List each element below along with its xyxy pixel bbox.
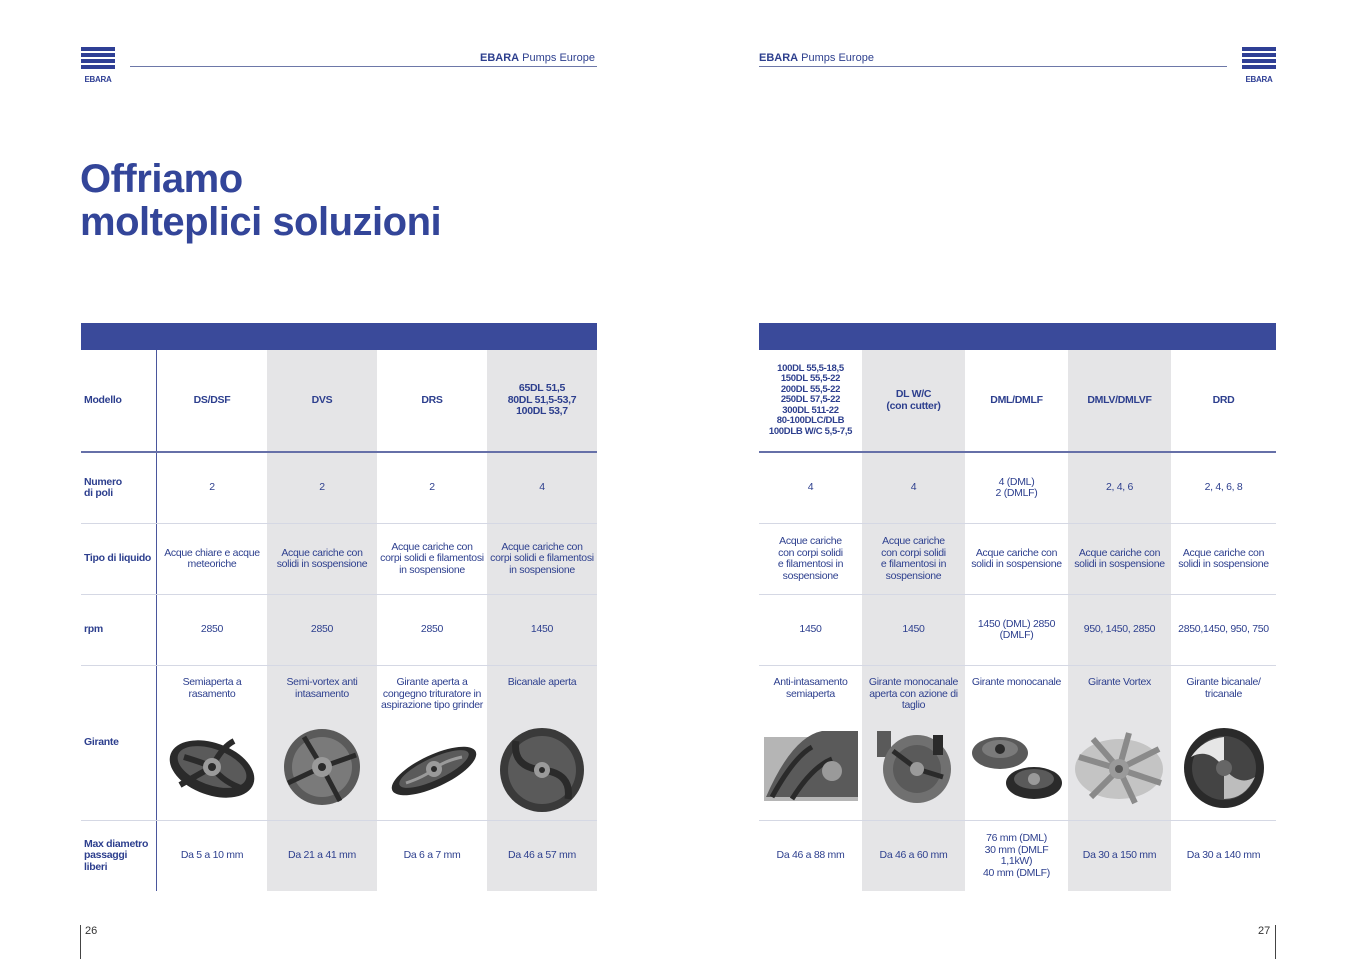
impeller-row (759, 666, 1276, 821)
impeller-type: Anti-intasamento semiaperta (773, 676, 848, 700)
max-cell: Da 30 a 140 mm (1186, 849, 1261, 862)
rpm-cell: 1450 (862, 595, 965, 665)
single-channel-impeller-icon (968, 715, 1066, 811)
poles-cell: 4 (487, 453, 597, 523)
impeller-type: Semiaperta a rasamento (182, 676, 242, 700)
impeller-cell (1171, 666, 1276, 820)
impeller-cell (965, 666, 1068, 820)
row-label: Modello (81, 350, 157, 451)
semi-open-impeller-icon (164, 715, 260, 809)
grinder-impeller-icon (384, 715, 480, 809)
impeller-type: Girante Vortex (1088, 676, 1151, 688)
model-cell: 65DL 51,5 80DL 51,5-53,7 100DL 53,7 (487, 350, 597, 451)
liquid-cell: Acque cariche con solidi in sospensione (971, 546, 1062, 570)
max-cell: 76 mm (DML) 30 mm (DMLF 1,1kW) 40 mm (DMLF) (983, 832, 1050, 879)
product-table-right (759, 323, 1276, 891)
poles-cell: 2, 4, 6, 8 (1204, 481, 1243, 494)
row-label: rpm (81, 595, 157, 665)
page-number-left: 26 (85, 925, 98, 937)
row-label: Numero di poli (81, 453, 157, 523)
impeller-type: Girante monocanale (971, 676, 1062, 688)
liquid-cell: Acque cariche con solidi in sospensione (267, 524, 377, 594)
logo-text: EBARA (84, 75, 112, 84)
page-number-rule (1275, 925, 1276, 959)
max-cell: Da 21 a 41 mm (267, 821, 377, 891)
model-cell: DRD (1212, 393, 1235, 406)
rpm-cell: 2850,1450, 950, 750 (1178, 623, 1269, 636)
poles-cell: 2, 4, 6 (1068, 453, 1171, 523)
model-cell: 100DL 55,5-18,5 150DL 55,5-22 200DL 55,5-22 250DL 57,5-22 300DL 511-22 80-100DLC/DLB 100DLB W/C 5,5-7,5 (768, 363, 853, 437)
poles-cell: 4 (807, 481, 814, 494)
page-number-right: 27 (1258, 925, 1271, 937)
row-label: Girante (81, 666, 157, 820)
rpm-cell: 2850 (200, 623, 224, 636)
liquid-cell: Acque cariche con solidi in sospensione (1068, 524, 1171, 594)
row-label: Tipo di liquido (81, 524, 157, 594)
poles-row (759, 453, 1276, 524)
max-cell: Da 30 a 150 mm (1068, 821, 1171, 891)
impeller-type: Girante bicanale/ tricanale (1186, 676, 1261, 700)
impeller-cell (267, 666, 377, 820)
model-cell: DMLV/DMLVF (1068, 350, 1171, 451)
title-line-2: molteplici soluzioni (80, 200, 442, 244)
header-rule (130, 66, 597, 67)
header-suffix: Pumps Europe (798, 52, 874, 64)
anti-clog-impeller-icon (762, 715, 860, 809)
liquid-cell: Acque cariche con corpi solidi e filamentosi in sospensione (777, 535, 844, 582)
rpm-cell: 2850 (420, 623, 444, 636)
poles-cell: 4 (DML) 2 (DMLF) (995, 475, 1038, 499)
row-label: Max diametro passaggi liberi (81, 821, 157, 891)
brand-name: EBARA (759, 52, 799, 64)
multi-channel-impeller-icon (1179, 715, 1269, 813)
rpm-row (81, 595, 597, 666)
two-channel-impeller-icon (492, 715, 592, 817)
max-cell: Da 46 a 57 mm (487, 821, 597, 891)
impeller-cell (862, 666, 965, 820)
poles-cell: 4 (862, 453, 965, 523)
vortex-impeller-icon (1071, 715, 1169, 811)
liquid-cell: Acque cariche con corpi solidi e filamentosi in sospensione (487, 524, 597, 594)
liquid-cell: Acque chiare e acque meteoriche (164, 546, 260, 570)
impeller-type: Bicanale aperta (507, 676, 577, 688)
impeller-cell (157, 666, 267, 820)
model-cell: DVS (267, 350, 377, 451)
liquid-cell: Acque cariche con corpi solidi e filamentosi in sospensione (862, 524, 965, 594)
table-header-bar (81, 323, 597, 350)
max-cell: Da 46 a 88 mm (776, 849, 845, 862)
poles-cell: 2 (209, 481, 215, 494)
model-row (81, 350, 597, 453)
brand-name: EBARA (480, 52, 520, 64)
impeller-cell (377, 666, 487, 820)
title-line-1: Offriamo (80, 157, 243, 201)
running-header-right (759, 52, 874, 64)
model-row (759, 350, 1276, 453)
poles-cell: 2 (429, 481, 435, 494)
model-cell: DL W/C (con cutter) (862, 350, 965, 451)
semi-vortex-impeller-icon (274, 715, 370, 811)
liquid-row (81, 524, 597, 595)
ebara-logo (1242, 47, 1276, 85)
ebara-logo (81, 47, 115, 85)
rpm-row (759, 595, 1276, 666)
page-title (80, 158, 441, 244)
rpm-cell: 950, 1450, 2850 (1068, 595, 1171, 665)
impeller-row (81, 666, 597, 821)
impeller-type: Girante monocanale aperta con azione di taglio (868, 676, 959, 711)
poles-row (81, 453, 597, 524)
running-header-left (480, 52, 595, 64)
model-cell: DML/DMLF (990, 393, 1043, 406)
rpm-cell: 1450 (DML) 2850 (DMLF) (977, 617, 1056, 641)
liquid-cell: Acque cariche con solidi in sospensione (1178, 546, 1269, 570)
header-rule (759, 66, 1227, 67)
max-cell: Da 46 a 60 mm (862, 821, 965, 891)
table-header-bar (759, 323, 1276, 350)
page-number-rule (80, 925, 81, 959)
max-cell: Da 6 a 7 mm (403, 849, 461, 862)
passage-row (81, 821, 597, 891)
impeller-cell (1068, 666, 1171, 820)
liquid-cell: Acque cariche con corpi solidi e filamentosi in sospensione (380, 540, 484, 576)
cutter-impeller-icon (867, 715, 961, 811)
product-table-left (81, 323, 597, 891)
logo-text: EBARA (1245, 75, 1273, 84)
passage-row (759, 821, 1276, 891)
rpm-cell: 1450 (487, 595, 597, 665)
model-cell: DRS (421, 393, 443, 406)
model-cell: DS/DSF (193, 393, 231, 406)
impeller-cell (487, 666, 597, 820)
rpm-cell: 2850 (267, 595, 377, 665)
max-cell: Da 5 a 10 mm (180, 849, 244, 862)
impeller-cell (759, 666, 862, 820)
header-suffix: Pumps Europe (519, 52, 595, 64)
rpm-cell: 1450 (799, 623, 822, 636)
impeller-type: Girante aperta a congegno trituratore in aspirazione tipo grinder (381, 676, 483, 711)
liquid-row (759, 524, 1276, 595)
impeller-type: Semi-vortex anti intasamento (286, 676, 358, 700)
poles-cell: 2 (267, 453, 377, 523)
